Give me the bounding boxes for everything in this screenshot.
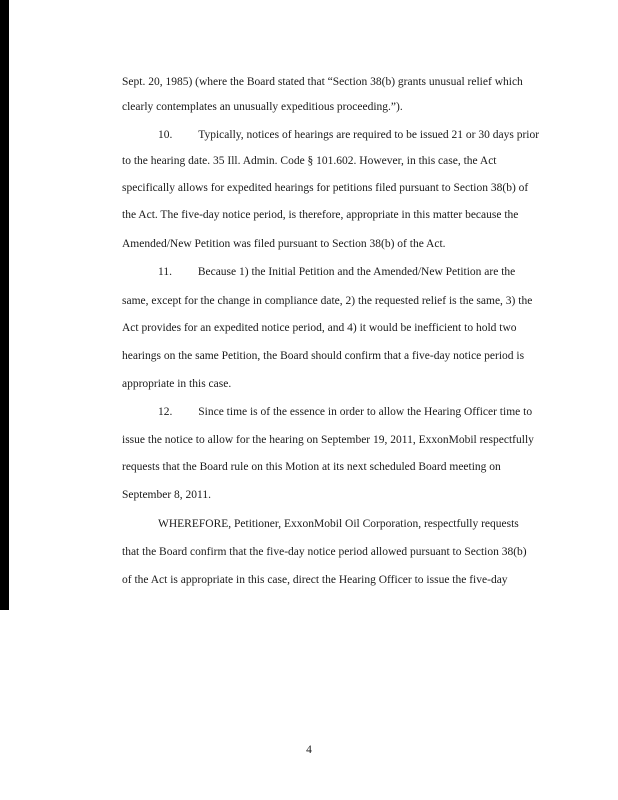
text-line: of the Act is appropriate in this case, direct the Hearing Officer to issue the five-day xyxy=(122,574,508,586)
text-line: clearly contemplates an unusually expeditious proceeding.”). xyxy=(122,101,403,113)
scan-edge-bar xyxy=(0,0,9,610)
text-line: to the hearing date. 35 Ill. Admin. Code § 101.602. However, in this case, the Act xyxy=(122,155,497,167)
wherefore-paragraph-start: WHEREFORE, Petitioner, ExxonMobil Oil Corporation, respectfully requests xyxy=(158,518,519,530)
paragraph-12-start: 12. Since time is of the essence in order to allow the Hearing Officer time to xyxy=(158,406,533,418)
text-line: Amended/New Petition was filed pursuant to Section 38(b) of the Act. xyxy=(122,238,446,250)
text-line: requests that the Board rule on this Motion at its next scheduled Board meeting on xyxy=(122,461,501,473)
paragraph-10-start: 10. Typically, notices of hearings are required to be issued 21 or 30 days prior xyxy=(158,129,540,141)
paragraph-11-start: 11. Because 1) the Initial Petition and the Amended/New Petition are the xyxy=(158,266,516,278)
text-line: that the Board confirm that the five-day notice period allowed pursuant to Section 38(b) xyxy=(122,546,527,558)
text-line: hearings on the same Petition, the Board should confirm that a five-day notice period is xyxy=(122,350,525,362)
text-line: Act provides for an expedited notice period, and 4) it would be inefficient to hold two xyxy=(122,322,517,334)
text-line: appropriate in this case. xyxy=(122,378,232,390)
text-line: issue the notice to allow for the hearing on September 19, 2011, ExxonMobil respectfully xyxy=(122,434,534,446)
text-line: Sept. 20, 1985) (where the Board stated that “Section 38(b) grants unusual relief which xyxy=(122,76,523,88)
page-number: 4 xyxy=(306,744,312,756)
text-line: specifically allows for expedited hearings for petitions filed pursuant to Section 38(b) of xyxy=(122,182,529,194)
text-line: same, except for the change in compliance date, 2) the requested relief is the same, 3) the xyxy=(122,295,533,307)
text-line: the Act. The five-day notice period, is therefore, appropriate in this matter because the xyxy=(122,209,519,221)
text-line: September 8, 2011. xyxy=(122,489,212,501)
